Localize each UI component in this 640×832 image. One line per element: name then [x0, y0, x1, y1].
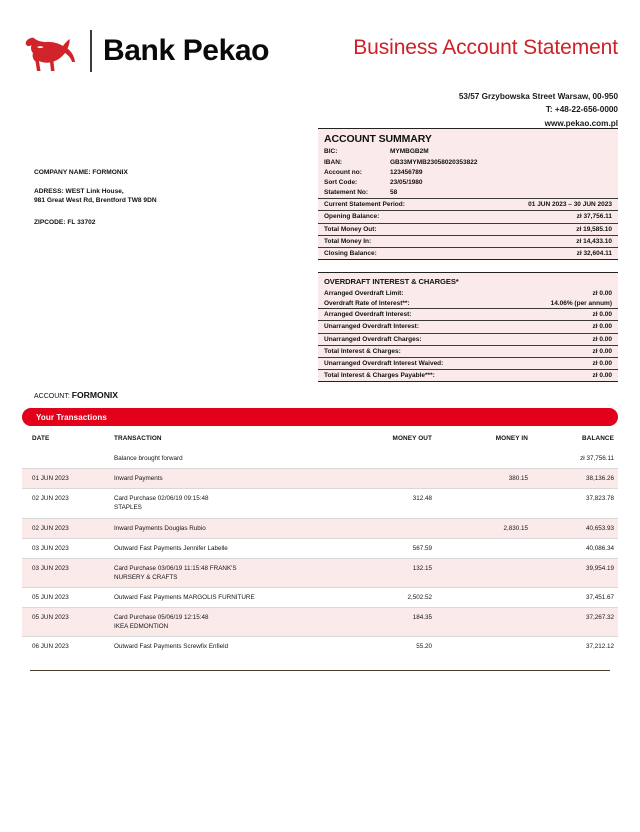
summary-field-bic — [318, 147, 618, 157]
cell-money-in — [436, 489, 532, 518]
summary-field-statement-no — [318, 188, 618, 198]
document-title: Business Account Statement — [353, 36, 618, 59]
column-header-money-out: MONEY OUT — [392, 435, 432, 442]
cell-description — [114, 558, 326, 587]
overdraft-row-unarranged-interest-label: Unarranged Overdraft Interest: — [324, 323, 419, 331]
account-holder-label: ACCOUNT: — [34, 393, 70, 400]
cell-balance: 40,653.93 — [532, 518, 618, 538]
cell-money-in: 2,830.15 — [436, 518, 532, 538]
summary-row-closing-balance-value: zł 32,604.11 — [576, 249, 612, 257]
summary-field-statement-no-label: Statement No: — [324, 189, 369, 197]
overdraft-row-arranged-limit-value: zł 0.00 — [592, 289, 612, 297]
overdraft-row-total-interest-charges-value: zł 0.00 — [592, 347, 612, 355]
summary-row-closing-balance — [318, 247, 618, 259]
cell-date — [22, 449, 114, 469]
summary-row-statement-period-value: 01 JUN 2023 – 30 JUN 2023 — [528, 201, 612, 209]
customer-details — [34, 168, 157, 227]
customer-address-line-1: ADRESS: WEST Link House, — [34, 187, 124, 195]
cell-money-out — [326, 449, 436, 469]
summary-row-opening-balance-value: zł 37,756.11 — [576, 213, 612, 221]
cell-description — [114, 608, 326, 637]
cell-date: 02 JUN 2023 — [22, 489, 114, 518]
cell-description-line-2: IKEA EDMONTION — [114, 623, 169, 631]
customer-company: COMPANY NAME: FORMONIX — [34, 169, 128, 176]
overdraft-row-rate-of-interest-value: 14.06% (per annum) — [550, 299, 612, 307]
overdraft-row-unarranged-interest — [318, 320, 618, 332]
table-row — [22, 538, 618, 558]
page-header — [0, 0, 640, 86]
cell-money-in — [436, 637, 532, 657]
cell-money-in — [436, 588, 532, 608]
summary-row-total-money-out — [318, 223, 618, 235]
overdraft-row-total-interest-charges-label: Total Interest & Charges: — [324, 347, 401, 355]
overdraft-row-arranged-interest-label: Arranged Overdraft Interest: — [324, 311, 412, 319]
bison-icon — [22, 28, 82, 74]
account-holder-line — [34, 390, 118, 400]
cell-description — [114, 489, 326, 518]
bank-name: Bank Pekao — [103, 34, 270, 67]
cell-balance: 37,212.12 — [532, 637, 618, 657]
transactions-banner-label: Your Transactions — [36, 412, 107, 422]
cell-money-in — [436, 449, 532, 469]
cell-date: 05 JUN 2023 — [22, 608, 114, 637]
bank-address-phone: T: +48-22-656-0000 — [545, 105, 618, 115]
cell-date: 06 JUN 2023 — [22, 637, 114, 657]
cell-balance: zł 37,756.11 — [580, 455, 614, 462]
overdraft-row-arranged-interest — [318, 308, 618, 320]
table-row — [22, 558, 618, 587]
table-end-rule — [30, 670, 610, 671]
cell-balance: 40,086.34 — [532, 538, 618, 558]
table-row — [22, 489, 618, 518]
cell-balance: 37,451.67 — [532, 588, 618, 608]
table-row — [22, 469, 618, 489]
overdraft-row-arranged-interest-value: zł 0.00 — [592, 311, 612, 319]
cell-description — [114, 538, 326, 558]
summary-field-sort-code — [318, 178, 618, 188]
cell-description — [114, 449, 326, 469]
account-holder-name: FORMONIX — [71, 390, 119, 400]
cell-description-line-2: NURSERY & CRAFTS — [114, 573, 178, 581]
table-row — [22, 588, 618, 608]
summary-field-bic-label: BIC: — [324, 148, 338, 156]
summary-row-closing-balance-label: Closing Balance: — [324, 249, 377, 257]
overdraft-row-interest-waived-label: Unarranged Overdraft Interest Waived: — [324, 359, 444, 367]
cell-money-out: 567.59 — [326, 538, 436, 558]
cell-date: 03 JUN 2023 — [22, 558, 114, 587]
cell-date: 05 JUN 2023 — [22, 588, 114, 608]
column-header-money-in: MONEY IN — [495, 435, 528, 442]
overdraft-row-total-payable-value: zł 0.00 — [592, 371, 612, 379]
cell-description-line-1: Outward Fast Payments Jennifer Labelle — [114, 544, 228, 552]
overdraft-row-interest-waived — [318, 357, 618, 369]
cell-description-line-2: STAPLES — [114, 504, 142, 512]
cell-money-in — [436, 538, 532, 558]
summary-field-iban-label: IBAN: — [324, 158, 343, 166]
summary-row-statement-period — [318, 198, 618, 210]
summary-row-opening-balance — [318, 210, 618, 222]
overdraft-title: OVERDRAFT INTEREST & CHARGES* — [324, 277, 459, 286]
account-summary-panel — [318, 128, 618, 260]
overdraft-row-unarranged-charges-value: zł 0.00 — [592, 335, 612, 343]
cell-balance: 37,823.78 — [532, 489, 618, 518]
overdraft-row-arranged-limit — [318, 288, 618, 298]
summary-field-iban — [318, 157, 618, 167]
customer-zipcode: ZIPCODE: FL 33702 — [34, 218, 96, 226]
table-row — [22, 608, 618, 637]
summary-field-account-no-value: 123456789 — [390, 168, 423, 176]
cell-description-line-1: Card Purchase 02/06/19 09:15:48 — [114, 495, 209, 503]
customer-address-line-2: 981 Great West Rd, Brentford TW8 9DN — [34, 197, 157, 205]
cell-description-line-1: Card Purchase 03/06/19 11:15:48 FRANK'S — [114, 564, 237, 572]
cell-description — [114, 588, 326, 608]
summary-row-statement-period-label: Current Statement Period: — [324, 201, 405, 209]
cell-date: 03 JUN 2023 — [22, 538, 114, 558]
cell-money-out — [326, 469, 436, 489]
table-row — [22, 449, 618, 469]
table-row — [22, 518, 618, 538]
cell-money-out: 312.48 — [326, 489, 436, 518]
summary-field-sort-code-value: 23/05/1980 — [390, 179, 423, 187]
cell-balance: 38,136.26 — [532, 469, 618, 489]
summary-row-total-money-out-value: zł 19,585.10 — [576, 225, 612, 233]
cell-date: 01 JUN 2023 — [22, 469, 114, 489]
cell-money-out: 2,502.52 — [326, 588, 436, 608]
summary-row-total-money-in-label: Total Money In: — [324, 237, 372, 245]
logo-divider — [90, 30, 92, 72]
transactions-body — [22, 449, 618, 657]
summary-field-iban-value: GB33MYMB23058020353822 — [390, 158, 478, 166]
cell-money-in: 380.15 — [436, 469, 532, 489]
bank-address-line-1: 53/57 Grzybowska Street Warsaw, 00-950 — [458, 92, 618, 101]
summary-row-opening-balance-label: Opening Balance: — [324, 213, 380, 221]
overdraft-row-unarranged-interest-value: zł 0.00 — [592, 323, 612, 331]
cell-money-in — [436, 608, 532, 637]
column-header-date: DATE — [32, 435, 50, 442]
overdraft-row-rate-of-interest — [318, 298, 618, 308]
account-summary-title: ACCOUNT SUMMARY — [324, 133, 432, 145]
summary-row-total-money-out-label: Total Money Out: — [324, 225, 377, 233]
cell-money-out: 132.15 — [326, 558, 436, 587]
cell-description-line-1: Balance brought forward — [114, 455, 183, 462]
overdraft-row-arranged-limit-label: Arranged Overdraft Limit: — [324, 289, 404, 297]
table-row — [22, 637, 618, 657]
summary-field-bic-value: MYMBGB2M — [390, 148, 429, 156]
cell-description — [114, 637, 326, 657]
cell-description-line-1: Inward Payments — [114, 475, 163, 483]
cell-description-line-1: Outward Fast Payments Screwfix Enfield — [114, 643, 229, 651]
summary-field-sort-code-label: Sort Code: — [324, 179, 358, 187]
bank-address — [459, 90, 618, 130]
cell-description-line-1: Outward Fast Payments MARGOLIS FURNITURE — [114, 594, 255, 601]
cell-description — [114, 469, 326, 489]
overdraft-row-rate-of-interest-label: Overdraft Rate of Interest**: — [324, 299, 410, 307]
overdraft-row-unarranged-charges — [318, 333, 618, 345]
summary-row-total-money-in-value: zł 14,433.10 — [576, 237, 612, 245]
summary-field-account-no-label: Account no: — [324, 168, 362, 176]
cell-description — [114, 518, 326, 538]
overdraft-row-total-payable-label: Total Interest & Charges Payable***: — [324, 371, 435, 379]
cell-balance: 39,954.19 — [532, 558, 618, 587]
column-header-balance: BALANCE — [582, 435, 614, 442]
overdraft-row-interest-waived-value: zł 0.00 — [592, 359, 612, 367]
summary-field-statement-no-value: 58 — [390, 189, 398, 197]
overdraft-row-total-interest-charges — [318, 345, 618, 357]
overdraft-panel — [318, 272, 618, 382]
summary-row-total-money-in — [318, 235, 618, 247]
cell-description-line-1: Card Purchase 05/06/19 12:15:48 — [114, 614, 209, 622]
overdraft-row-unarranged-charges-label: Unarranged Overdraft Charges: — [324, 335, 422, 343]
transactions-banner — [22, 408, 618, 426]
overdraft-row-total-payable — [318, 369, 618, 381]
transactions-table — [22, 433, 618, 657]
cell-date: 02 JUN 2023 — [22, 518, 114, 538]
column-header-transaction: TRANSACTION — [114, 435, 162, 442]
cell-money-in — [436, 558, 532, 587]
cell-balance: 37,267.32 — [532, 608, 618, 637]
table-header-row — [22, 433, 618, 449]
bank-address-website: www.pekao.com.pl — [544, 118, 618, 128]
bank-logo — [22, 28, 269, 74]
cell-money-out — [326, 518, 436, 538]
cell-description-line-1: Inward Payments Douglas Rubio — [114, 524, 206, 532]
cell-money-out: 184.35 — [326, 608, 436, 637]
cell-money-out: 55.20 — [326, 637, 436, 657]
summary-field-account-no — [318, 168, 618, 178]
